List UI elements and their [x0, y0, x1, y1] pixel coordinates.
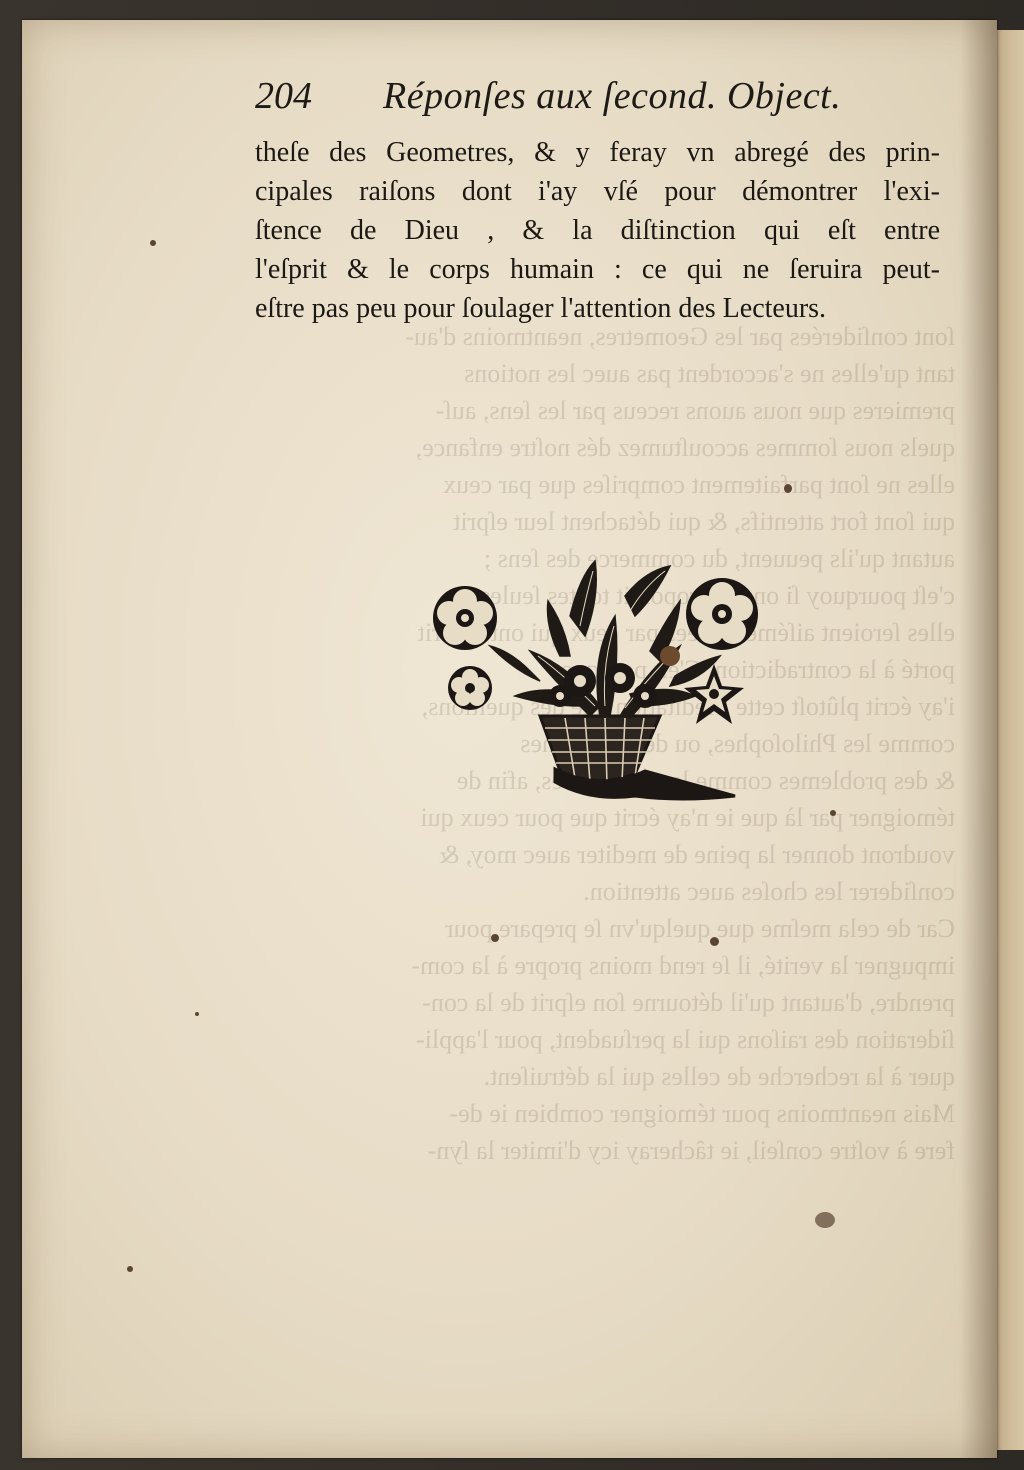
page-number: 204: [255, 75, 312, 117]
text-line: eſtre pas peu pour ſoulager l'attention des Lecteurs.: [255, 293, 827, 324]
leaves: [490, 561, 720, 718]
paper-speck: [491, 934, 499, 942]
text-line: cipales raiſons dont i'ay vſé pour démontrer l'exi-: [255, 176, 940, 207]
basket: [540, 716, 735, 799]
spine-shadow: [960, 20, 997, 1458]
rose-right: [686, 578, 758, 650]
running-header: [255, 74, 895, 126]
running-title: Réponſes aux ſecond. Object.: [383, 75, 842, 117]
paper-speck: [815, 1212, 835, 1228]
text-line: theſe des Geometres, & y feray vn abregé des prin-: [255, 137, 940, 168]
body-text: [255, 133, 940, 328]
small-flower-left: [448, 666, 492, 710]
paper-speck: [784, 484, 792, 493]
paper-speck: [710, 937, 719, 946]
paper-speck: [195, 1012, 199, 1016]
text-line: l'eſprit & le corps humain : ce qui ne ſeruira peut-: [255, 254, 940, 285]
paper-speck: [127, 1266, 133, 1272]
flower-basket-woodcut-icon: [430, 556, 765, 806]
paper-speck: [830, 810, 836, 816]
rose-left: [433, 586, 497, 650]
text-line: ſtence de Dieu , & la diſtinction qui eſt entre: [255, 215, 940, 246]
paper-speck: [150, 240, 156, 246]
